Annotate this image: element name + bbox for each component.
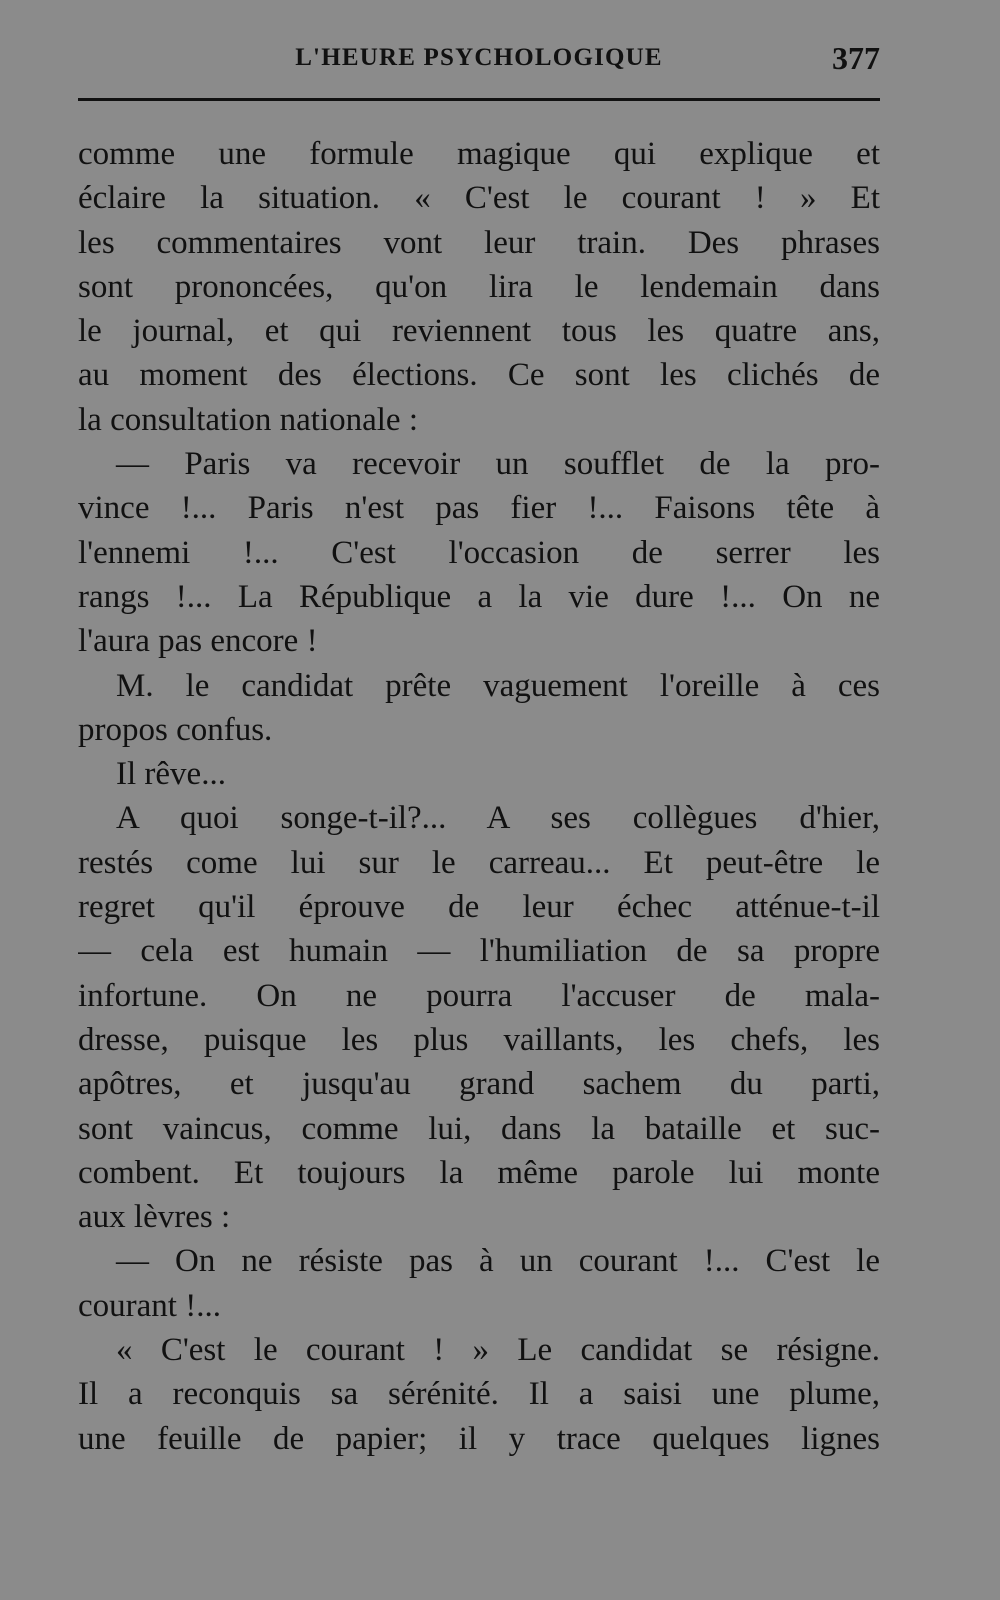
text-line: le journal, et qui reviennent tous les quatre ans, [78, 313, 880, 350]
text-line: Il rêve... [116, 756, 226, 793]
text-line: une feuille de papier; il y trace quelques lignes [78, 1420, 880, 1457]
text-line: propos confus. [78, 711, 273, 748]
text-line: Il a reconquis sa sérénité. Il a saisi une plume, [78, 1376, 880, 1413]
text-line: la consultation nationale : [78, 401, 418, 438]
text-line: A quoi songe-t-il?... A ses collègues d'hier, [116, 800, 880, 837]
text-line: sont prononcées, qu'on lira le lendemain dans [78, 268, 880, 305]
text-line: aux lèvres : [78, 1199, 231, 1236]
running-header [78, 40, 880, 80]
text-line: regret qu'il éprouve de leur échec atténue-t-il [78, 889, 880, 926]
text-line: sont vaincus, comme lui, dans la bataille et suc- [78, 1110, 880, 1147]
text-line: M. le candidat prête vaguement l'oreille à ces [116, 667, 880, 704]
text-line: infortune. On ne pourra l'accuser de mala- [78, 977, 880, 1014]
text-line: — Paris va recevoir un soufflet de la pro- [116, 446, 880, 483]
text-line: restés come lui sur le carreau... Et peut-être le [78, 844, 880, 881]
text-line: dresse, puisque les plus vaillants, les chefs, les [78, 1021, 880, 1058]
text-line: rangs !... La République a la vie dure !... On ne [78, 578, 880, 615]
running-title: L'HEURE PSYCHOLOGIQUE [295, 44, 663, 71]
text-line: l'ennemi !... C'est l'occasion de serrer les [78, 534, 880, 571]
text-line: combent. Et toujours la même parole lui monte [78, 1154, 880, 1191]
text-line: les commentaires vont leur train. Des phrases [78, 224, 880, 261]
header-rule [78, 98, 880, 101]
text-line: « C'est le courant ! » Le candidat se résigne. [116, 1332, 880, 1369]
body-text [78, 132, 880, 1461]
text-line: l'aura pas encore ! [78, 623, 318, 660]
text-line: au moment des élections. Ce sont les clichés de [78, 357, 880, 394]
text-line: vince !... Paris n'est pas fier !... Faisons tête à [78, 490, 880, 527]
text-line: apôtres, et jusqu'au grand sachem du parti, [78, 1066, 880, 1103]
book-page [78, 0, 880, 1600]
text-line: comme une formule magique qui explique et [78, 136, 880, 172]
text-line: courant !... [78, 1287, 221, 1324]
text-line: — On ne résiste pas à un courant !... C'est le [116, 1243, 880, 1280]
text-line: — cela est humain — l'humiliation de sa propre [78, 933, 880, 970]
page-number: 377 [832, 40, 880, 76]
text-line: éclaire la situation. « C'est le courant ! » Et [78, 180, 880, 217]
